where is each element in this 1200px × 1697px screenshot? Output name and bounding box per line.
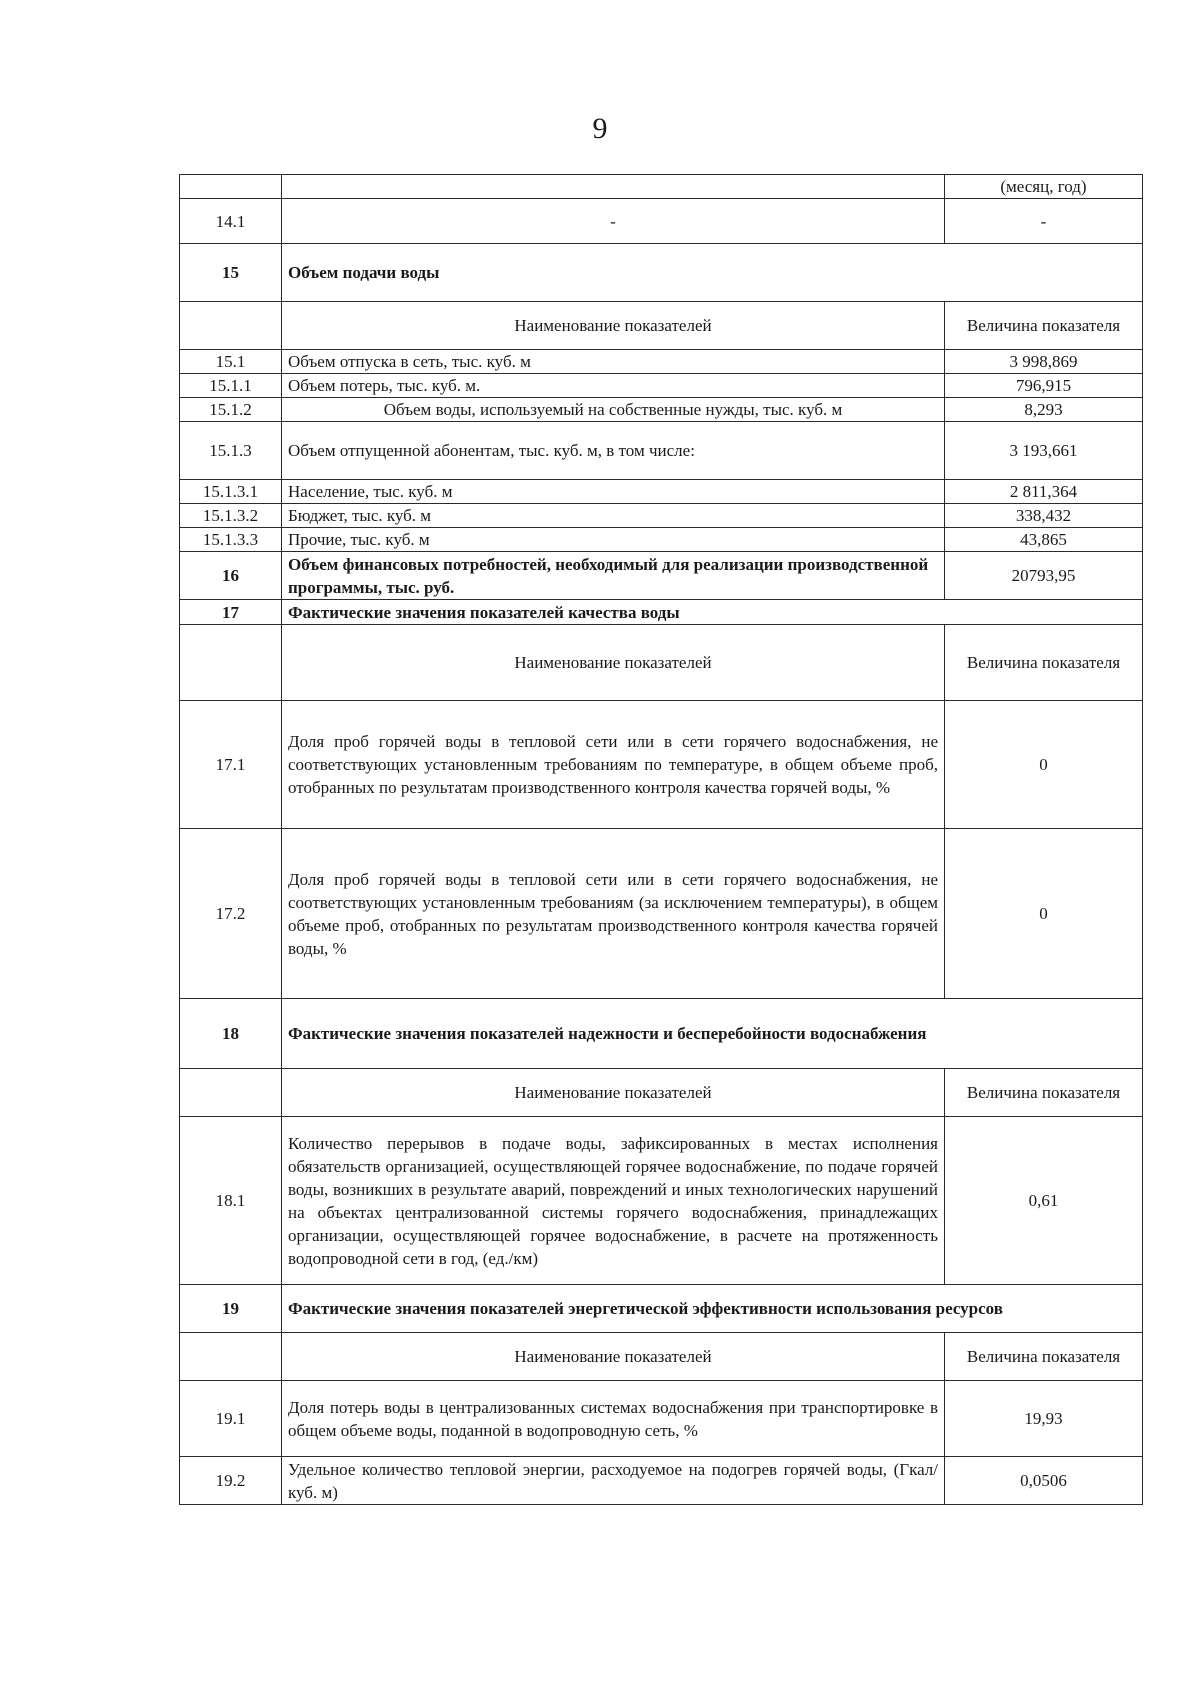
- section-num: 15: [180, 244, 282, 302]
- num-cell: 14.1: [180, 199, 282, 244]
- num-cell: 18.1: [180, 1117, 282, 1285]
- num-cell: 17.2: [180, 829, 282, 999]
- num-cell: 15.1.3.1: [180, 480, 282, 504]
- value-cell: 8,293: [945, 398, 1143, 422]
- page-number: 9: [592, 112, 608, 145]
- table-row: [180, 374, 1143, 398]
- num-cell: [180, 625, 282, 701]
- header-row: [180, 1333, 1143, 1381]
- table-row: [180, 422, 1143, 480]
- table-row: [180, 504, 1143, 528]
- value-cell: 2 811,364: [945, 480, 1143, 504]
- value-cell: 0: [945, 701, 1143, 829]
- name-cell: [282, 175, 945, 199]
- indicators-table: [179, 174, 1143, 1505]
- header-row: [180, 625, 1143, 701]
- name-cell: Доля потерь воды в централизованных системах водоснабжения при транспортировке в общем объеме воды, поданной в водопроводную сеть, %: [282, 1381, 945, 1457]
- value-cell: 19,93: [945, 1381, 1143, 1457]
- value-cell: 0: [945, 829, 1143, 999]
- header-value: Величина показателя: [945, 1333, 1143, 1381]
- unit-cell: (месяц, год): [945, 175, 1143, 199]
- header-name: Наименование показателей: [282, 625, 945, 701]
- section-num: 17: [180, 600, 282, 625]
- table-row: [180, 398, 1143, 422]
- num-cell: 15.1: [180, 350, 282, 374]
- table-row: [180, 350, 1143, 374]
- num-cell: [180, 175, 282, 199]
- header-row: [180, 302, 1143, 350]
- name-cell: Доля проб горячей воды в тепловой сети или в сети горячего водоснабжения, не соответствующих установленным требованиям по температуре, в общем объеме проб, отобранных по результатам производственного контроля качества горячей воды, %: [282, 701, 945, 829]
- num-cell: 15.1.1: [180, 374, 282, 398]
- num-cell: 19.2: [180, 1457, 282, 1505]
- table-row: [180, 1117, 1143, 1285]
- name-cell: Количество перерывов в подаче воды, зафиксированных в местах исполнения обязательств организацией, осуществляющей горячее водоснабжение, по подаче горячей воды, возникших в результате аварий, повреждений и иных технологических нарушений на объектах централизованной системы горячего водоснабжения, принадлежащих организации, осуществляющей горячее водоснабжение, в расчете на протяженность водопроводной сети в год, (ед./км): [282, 1117, 945, 1285]
- section-row: [180, 552, 1143, 600]
- num-cell: 15.1.3.2: [180, 504, 282, 528]
- name-cell: Бюджет, тыс. куб. м: [282, 504, 945, 528]
- name-cell: Прочие, тыс. куб. м: [282, 528, 945, 552]
- table-row: [180, 175, 1143, 199]
- name-cell: Удельное количество тепловой энергии, расходуемое на подогрев горячей воды, (Гкал/куб. м): [282, 1457, 945, 1505]
- num-cell: [180, 302, 282, 350]
- num-cell: 15.1.3: [180, 422, 282, 480]
- section-row: [180, 244, 1143, 302]
- table-row: [180, 480, 1143, 504]
- value-cell: -: [945, 199, 1143, 244]
- value-cell: 43,865: [945, 528, 1143, 552]
- name-cell: Объем отпущенной абонентам, тыс. куб. м, в том числе:: [282, 422, 945, 480]
- value-cell: 796,915: [945, 374, 1143, 398]
- header-name: Наименование показателей: [282, 302, 945, 350]
- value-cell: 3 998,869: [945, 350, 1143, 374]
- num-cell: 19.1: [180, 1381, 282, 1457]
- value-cell: 0,0506: [945, 1457, 1143, 1505]
- value-cell: 20793,95: [945, 552, 1143, 600]
- name-cell: Объем воды, используемый на собственные нужды, тыс. куб. м: [282, 398, 945, 422]
- header-value: Величина показателя: [945, 1069, 1143, 1117]
- section-title: Объем подачи воды: [282, 244, 1143, 302]
- table-row: [180, 1381, 1143, 1457]
- value-cell: 3 193,661: [945, 422, 1143, 480]
- name-cell: -: [282, 199, 945, 244]
- header-value: Величина показателя: [945, 625, 1143, 701]
- section-row: [180, 600, 1143, 625]
- name-cell: Население, тыс. куб. м: [282, 480, 945, 504]
- section-num: 19: [180, 1285, 282, 1333]
- section-title: Объем финансовых потребностей, необходимый для реализации производственной программы, тыс. руб.: [282, 552, 945, 600]
- name-cell: Объем потерь, тыс. куб. м.: [282, 374, 945, 398]
- value-cell: 0,61: [945, 1117, 1143, 1285]
- table-row: [180, 829, 1143, 999]
- num-cell: 15.1.3.3: [180, 528, 282, 552]
- header-value: Величина показателя: [945, 302, 1143, 350]
- value-cell: 338,432: [945, 504, 1143, 528]
- table-row: [180, 199, 1143, 244]
- num-cell: 15.1.2: [180, 398, 282, 422]
- section-row: [180, 1285, 1143, 1333]
- section-num: 18: [180, 999, 282, 1069]
- section-title: Фактические значения показателей надежности и бесперебойности водоснабжения: [282, 999, 1143, 1069]
- name-cell: Доля проб горячей воды в тепловой сети или в сети горячего водоснабжения, не соответствующих установленным требованиям (за исключением температуры), в общем объеме проб, отобранных по результатам производственного контроля качества горячей воды, %: [282, 829, 945, 999]
- num-cell: 17.1: [180, 701, 282, 829]
- table-row: [180, 701, 1143, 829]
- header-row: [180, 1069, 1143, 1117]
- num-cell: [180, 1333, 282, 1381]
- section-num: 16: [180, 552, 282, 600]
- header-name: Наименование показателей: [282, 1069, 945, 1117]
- num-cell: [180, 1069, 282, 1117]
- table-row: [180, 1457, 1143, 1505]
- table-row: [180, 528, 1143, 552]
- name-cell: Объем отпуска в сеть, тыс. куб. м: [282, 350, 945, 374]
- section-title: Фактические значения показателей энергетической эффективности использования ресурсов: [282, 1285, 1143, 1333]
- header-name: Наименование показателей: [282, 1333, 945, 1381]
- section-title: Фактические значения показателей качества воды: [282, 600, 1143, 625]
- section-row: [180, 999, 1143, 1069]
